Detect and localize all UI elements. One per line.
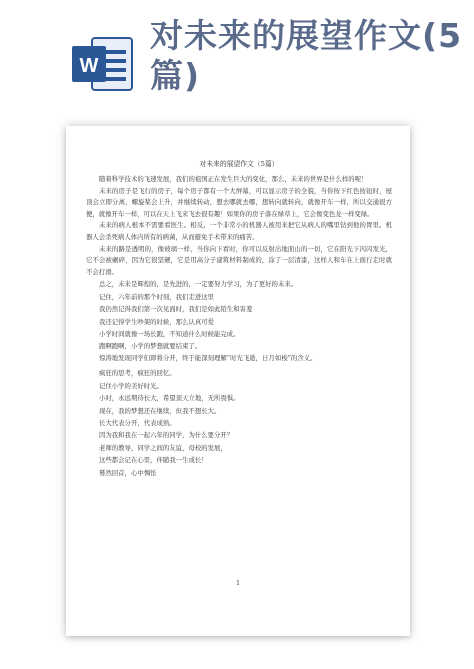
text-line: 这些都会记在心里，伴随我一生成长！ [99,456,208,465]
paragraph: 惊涛地发现同学们即将分开，终于能深刻理解“时光飞逝，日月如梭”的含义。 [99,353,317,362]
document-title: 对未来的展望作文（5篇） [199,160,279,168]
page-title: 对未来的展望作文(5篇) [150,16,463,95]
text-line: 我仍然记得我们第一次见面时，我们是如此陌生和害羞 [99,305,253,314]
text-line: 长大代表分开，代表成熟。 [99,419,176,427]
text-line: 记住小学的美好时光。 [99,381,163,390]
text-line: 总之，未来是辉煌的，是先进的，一定要努力学习，为了更好的未来。 [99,280,298,289]
document-body [86,158,392,479]
text-line: 跑啊跑啊，小学的梦想就要结束了。 [99,342,202,351]
header [0,0,474,110]
text-line: 记住，六年前的那个时刻，我们走进这里 [99,292,215,301]
text-line: 小学时间就像一场长跑，不知道什么时候能完成。 [99,329,240,338]
page-number: 1 [236,580,240,587]
text-line: 因为我和我在一起六年的同学，为什么要分开？ [99,431,234,440]
paragraph: 未来的路是透明的，像玻璃一样，当你向下看时，你可以反射出地面山的一切，它在阳光下闪闪发光，它不会被碾碎，因为它很坚硬，它是用高分子建筑材料制成的，涂了一层清漆，这样人和车在上面行走时就不会打滑。 [86,244,392,276]
text-line: 疯狂的思考，疯狂的回忆。 [99,369,176,378]
document-page [66,126,410,636]
text-line: 现在，我的梦想还在继续，但我不想长大。 [99,406,221,415]
paragraph: 未来的病人根本不需要看医生。相反，一个非常小的机器人被用来把它从病人的嘴里钻到他的胃里。机器人会杀死病人体内所有的病菌，从而避免手术带来的痛苦。 [86,221,392,241]
word-icon [70,34,134,94]
svg-text:W: W [79,55,99,77]
text-line: 小时，永远期待长大，希望顶天立地，无所畏惧。 [99,394,240,403]
text-line: 老师的教导，同学之间的友谊，母校的发展， [99,443,227,452]
paragraph: 随着科学技术的飞速发展，我们的祖国正在发生巨大的变化，那么，未来的世界是什么样的呢！ [99,175,368,183]
paragraph: 未来的房子是飞行的房子，每个房子都有一个大屏幕，可以显示房子的全貌，当你按下红色按钮时，屋顶会立即分离，螺旋桨会上升，并继续转动，想去哪就去哪，想转向就转向，就像开车一样，所以交通很方便，就像开车一样，可以在天上飞来飞去很有趣！如果你的房子落在绿草上，它会像变色龙一样变绿。 [86,186,392,218]
text-line: 我还记得学生吵架的时候，那么认真可爱 [99,317,215,326]
text-line: 蓦然回首，心中惆怅 [99,468,157,477]
